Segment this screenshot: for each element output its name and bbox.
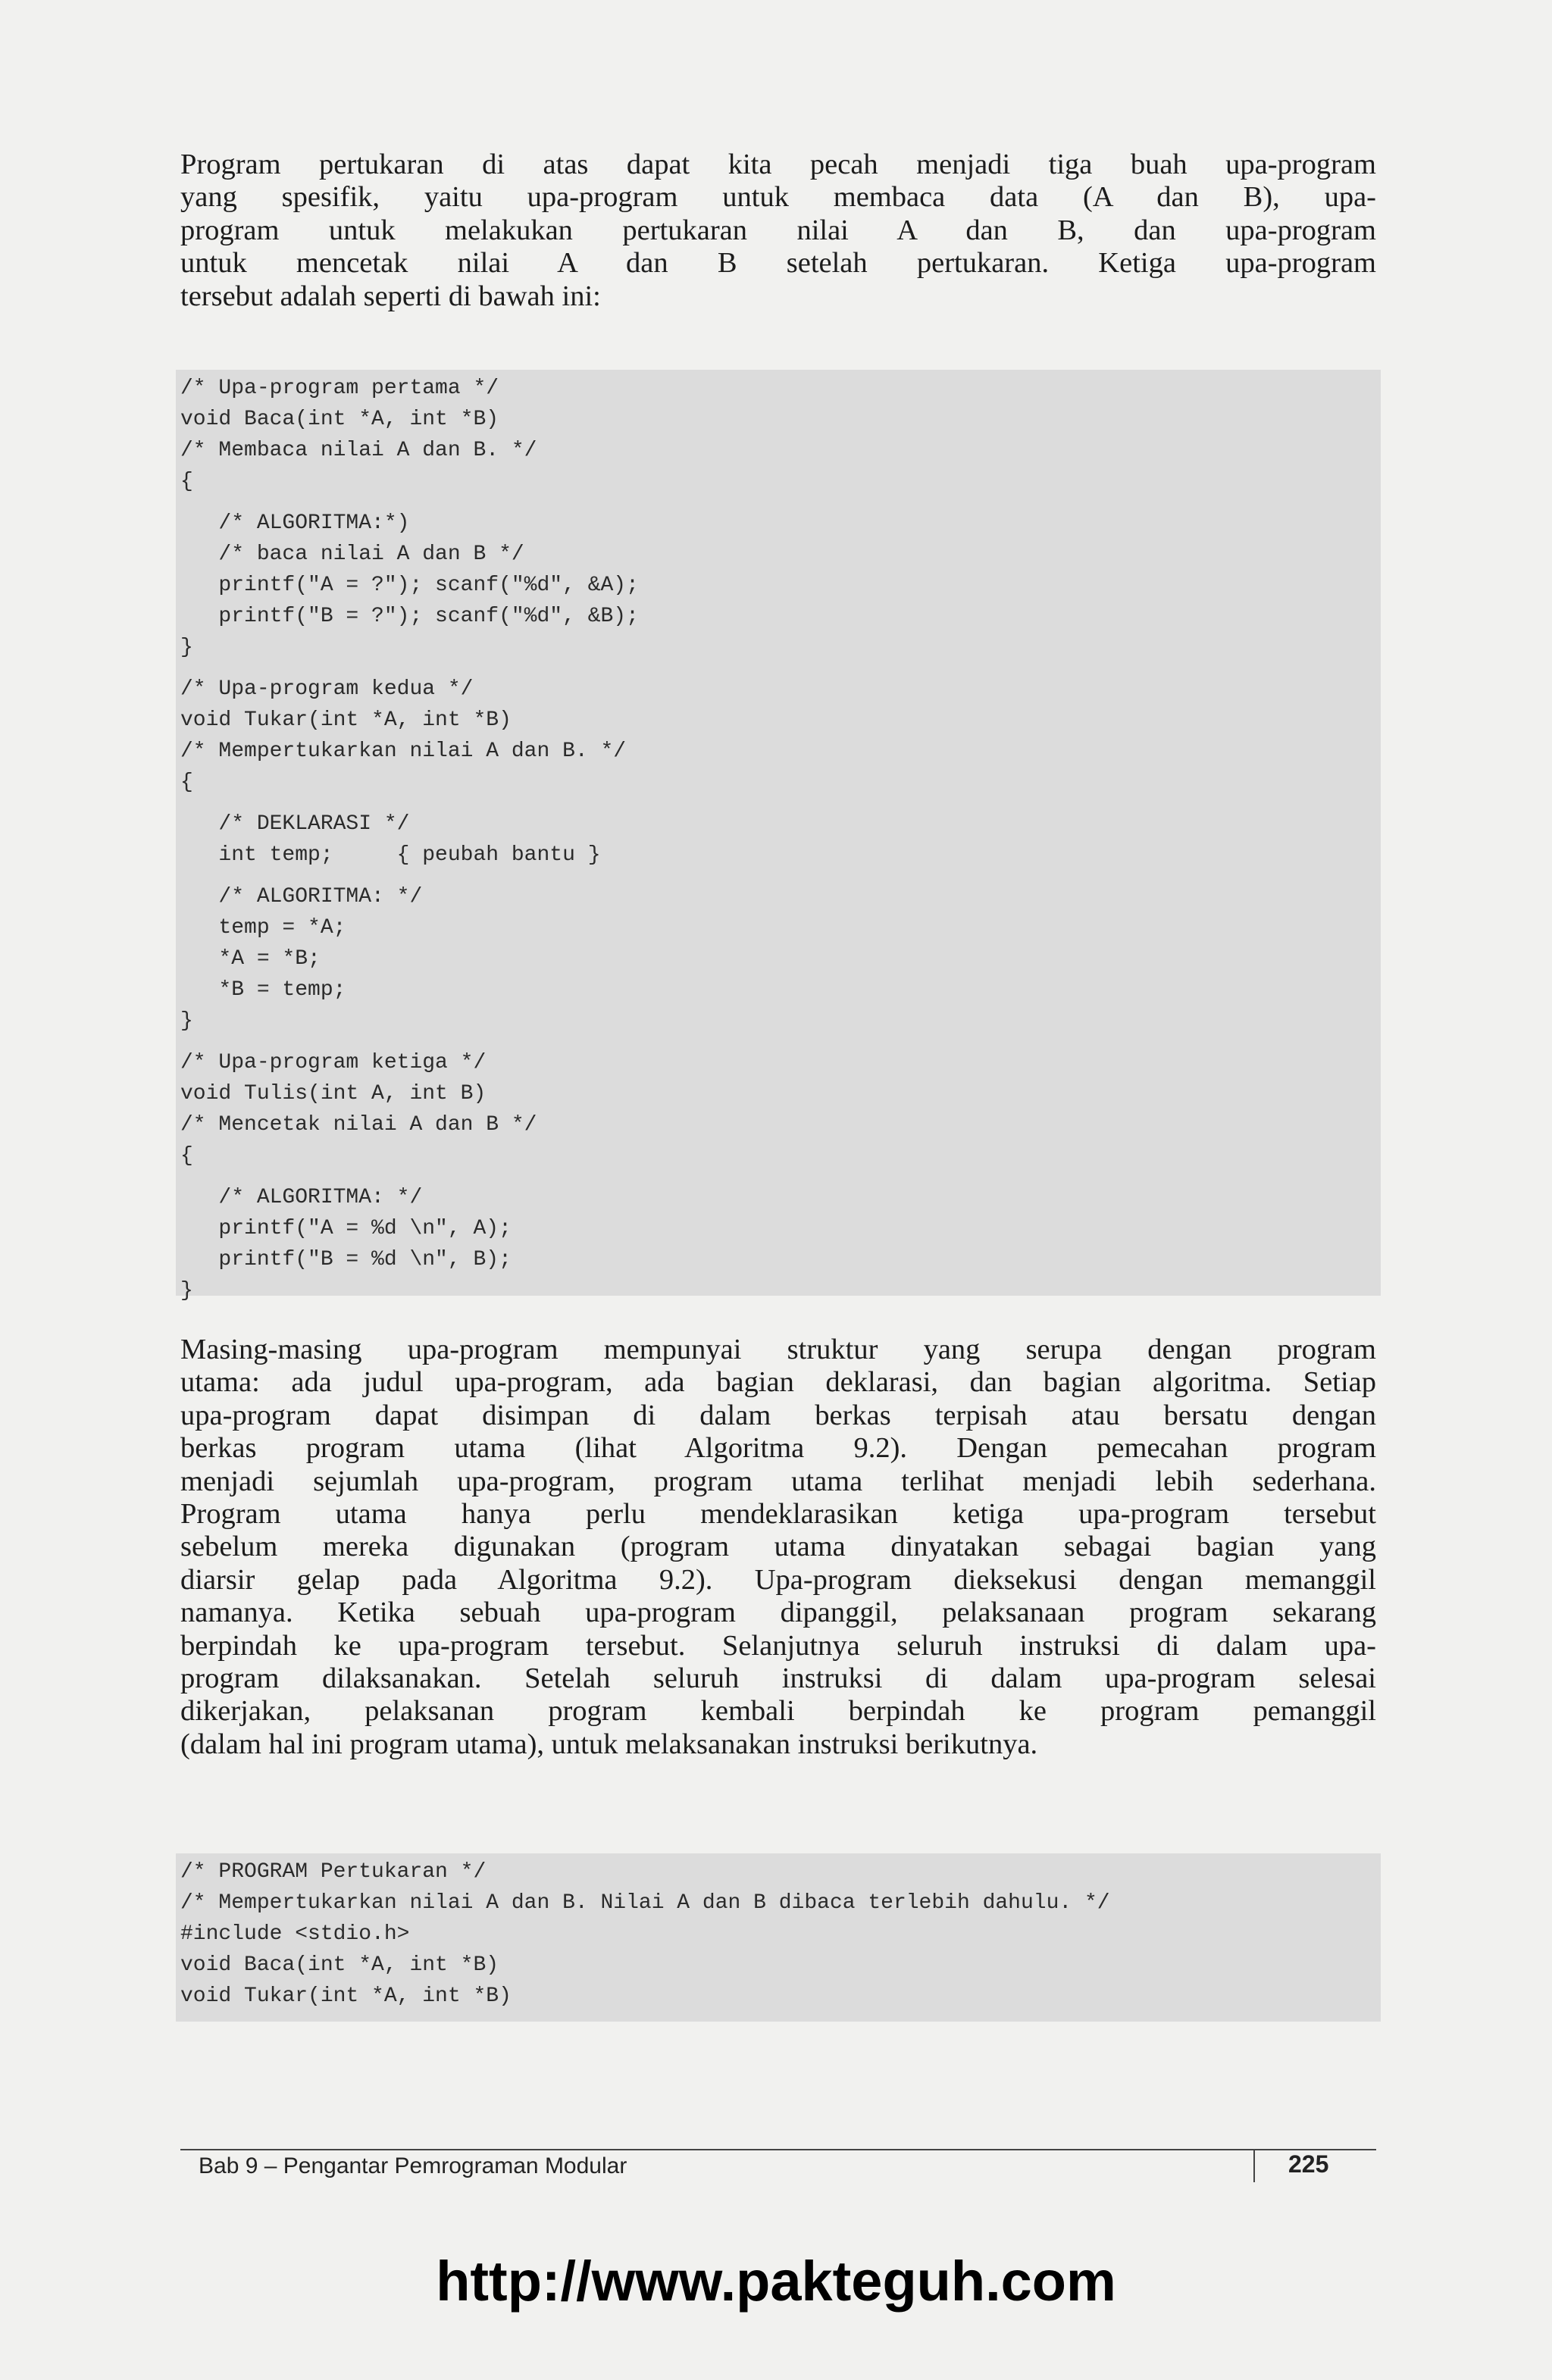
body-line: berpindah ke upa-program tersebut. Selanjutnya seluruh instruksi di dalam upa- bbox=[180, 1629, 1376, 1662]
body-line: utama: ada judul upa-program, ada bagian deklarasi, dan bagian algoritma. Setiap bbox=[180, 1366, 1376, 1399]
intro-paragraph bbox=[180, 149, 1376, 313]
body-line: Program utama hanya perlu mendeklarasikan ketiga upa-program tersebut bbox=[180, 1498, 1376, 1531]
code-line: /* Upa-program kedua */ bbox=[180, 677, 474, 701]
code-line: /* ALGORITMA:*) bbox=[180, 511, 410, 535]
page-number: 225 bbox=[1288, 2150, 1329, 2178]
code-line: /* Mempertukarkan nilai A dan B. Nilai A dan B dibaca terlebih dahulu. */ bbox=[180, 1891, 1110, 1915]
code-line: } bbox=[180, 636, 193, 659]
code-blank-line bbox=[180, 663, 1381, 674]
code-blank-line bbox=[180, 1037, 1381, 1047]
intro-line: Program pertukaran di atas dapat kita pecah menjadi tiga buah upa-program bbox=[180, 149, 1376, 180]
body-line: (dalam hal ini program utama), untuk melaksanakan instruksi berikutnya. bbox=[180, 1728, 1038, 1760]
intro-line: tersebut adalah seperti di bawah ini: bbox=[180, 280, 601, 312]
code-line: void Baca(int *A, int *B) bbox=[180, 1953, 499, 1977]
code-block-subprograms bbox=[176, 370, 1381, 1303]
code-line: } bbox=[180, 1279, 193, 1303]
code-line: /* Upa-program ketiga */ bbox=[180, 1051, 487, 1074]
code-line: int temp; { peubah bantu } bbox=[180, 843, 601, 867]
code-line: printf("A = %d \n", A); bbox=[180, 1217, 512, 1240]
body-line: sebelum mereka digunakan (program utama dinyatakan sebagai bagian yang bbox=[180, 1531, 1376, 1563]
code-line: { bbox=[180, 771, 193, 794]
footer-chapter-title: Bab 9 – Pengantar Pemrograman Modular bbox=[199, 2153, 627, 2178]
code-line: /* ALGORITMA: */ bbox=[180, 885, 423, 909]
body-line: menjadi sejumlah upa-program, program utama terlihat menjadi lebih sederhana. bbox=[180, 1465, 1376, 1497]
code-blank-line bbox=[180, 1171, 1381, 1182]
body-line: namanya. Ketika sebuah upa-program dipanggil, pelaksanaan program sekarang bbox=[180, 1597, 1376, 1629]
code-line: { bbox=[180, 470, 193, 493]
code-line: /* PROGRAM Pertukaran */ bbox=[180, 1860, 487, 1884]
code-line: void Baca(int *A, int *B) bbox=[180, 408, 499, 431]
code-line: void Tukar(int *A, int *B) bbox=[180, 1984, 512, 2008]
code-blank-line bbox=[180, 871, 1381, 881]
body-paragraph bbox=[180, 1334, 1376, 1761]
body-line: program dilaksanakan. Setelah seluruh instruksi di dalam upa-program selesai bbox=[180, 1662, 1376, 1695]
intro-line: untuk mencetak nilai A dan B setelah pertukaran. Ketiga upa-program bbox=[180, 247, 1376, 280]
code-line: printf("A = ?"); scanf("%d", &A); bbox=[180, 574, 639, 597]
body-line: upa-program dapat disimpan di dalam berkas terpisah atau bersatu dengan bbox=[180, 1399, 1376, 1431]
intro-line: program untuk melakukan pertukaran nilai A dan B, dan upa-program bbox=[180, 214, 1376, 246]
code-line: /* Mempertukarkan nilai A dan B. */ bbox=[180, 740, 627, 763]
code-line: /* baca nilai A dan B */ bbox=[180, 543, 524, 566]
code-line: printf("B = ?"); scanf("%d", &B); bbox=[180, 605, 639, 628]
code-line: *B = temp; bbox=[180, 978, 346, 1002]
code-line: void Tukar(int *A, int *B) bbox=[180, 708, 512, 732]
footer-rule bbox=[180, 2149, 1376, 2150]
code-block-main-program bbox=[176, 1853, 1381, 2022]
body-line: dikerjakan, pelaksanan program kembali berpindah ke program pemanggil bbox=[180, 1695, 1376, 1728]
body-line: berkas program utama (lihat Algoritma 9.2). Dengan pemecahan program bbox=[180, 1432, 1376, 1465]
code-line: #include <stdio.h> bbox=[180, 1922, 410, 1946]
code-line: { bbox=[180, 1144, 193, 1168]
code-line: printf("B = %d \n", B); bbox=[180, 1248, 512, 1271]
code-line: /* Upa-program pertama */ bbox=[180, 377, 499, 400]
body-line: diarsir gelap pada Algoritma 9.2). Upa-program dieksekusi dengan memanggil bbox=[180, 1563, 1376, 1596]
code-line: void Tulis(int A, int B) bbox=[180, 1082, 487, 1106]
code-line: *A = *B; bbox=[180, 947, 321, 971]
code-line: } bbox=[180, 1009, 193, 1033]
code-line: /* ALGORITMA: */ bbox=[180, 1186, 423, 1209]
footer-divider bbox=[1253, 2149, 1255, 2182]
code-line: /* Membaca nilai A dan B. */ bbox=[180, 439, 537, 462]
intro-line: yang spesifik, yaitu upa-program untuk membaca data (A dan B), upa- bbox=[180, 181, 1376, 214]
code-line: /* Mencetak nilai A dan B */ bbox=[180, 1113, 537, 1137]
code-blank-line bbox=[180, 497, 1381, 508]
code-line: /* DEKLARASI */ bbox=[180, 812, 410, 836]
watermark-url: http://www.pakteguh.com bbox=[436, 2250, 1116, 2313]
body-line: Masing-masing upa-program mempunyai struktur yang serupa dengan program bbox=[180, 1334, 1376, 1365]
code-line: temp = *A; bbox=[180, 916, 346, 940]
code-blank-line bbox=[180, 798, 1381, 808]
